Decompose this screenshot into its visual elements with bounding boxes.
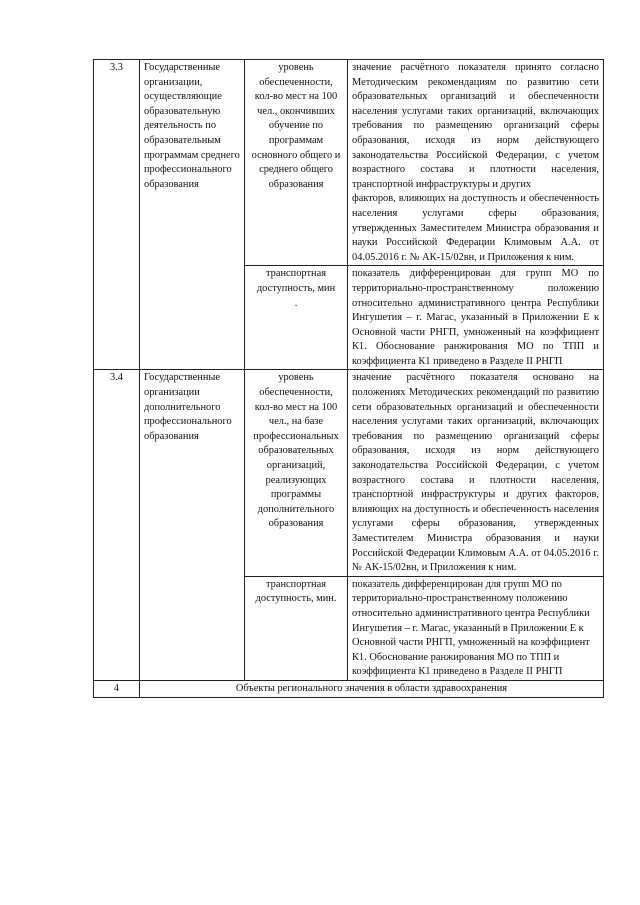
indicator-label (245, 266, 348, 370)
indicator-label-mark: . (294, 297, 298, 309)
indicator-description: значение расчётного показателя основано на положениях Методических рекомендаций по развитию сети образовательных организаций и обеспеченности населения услугами таких организаций, включающих требования по размещению организаций сферы образования, исходя из норм действующего законодательства Российской Федерации, с учетом возрастного состава и плотности населения, транспортной инфраструктуры и других факторов, влияющих на доступность и обеспеченность населения услугами сферы образования, утвержденных Заместителем Министра образования и науки Российской Федерации Климовым А.А. от 04.05.2016 г. № АК-15/02вн, и Приложения к ним. (348, 370, 604, 576)
table-row (94, 60, 604, 266)
indicator-label: транспортная доступность, мин. (245, 576, 348, 680)
table-row (94, 370, 604, 576)
indicator-description: показатель дифференцирован для групп МО по территориально-пространственному положению относительно административного центра Республики Ингушетия – г. Магас, указанный в Приложении Е к Основной части РНГП, умноженный на коэффициент К1. Обоснование ранжирования МО по ТПП и коэффициента К1 приведено в Разделе II РНГП (348, 576, 604, 680)
section-number: 4 (94, 680, 140, 697)
indicator-description (348, 60, 604, 266)
section-header-row (94, 680, 604, 697)
row-number: 3.4 (94, 370, 140, 680)
description-part: значение расчётного показателя принято согласно Методическим рекомендациям по развитию сети образовательных организаций и обеспеченности населения услугами таких организаций, включающих требования по размещению организаций сферы образования, исходя из норм действующего законодательства Российской Федерации, с учетом возрастного состава и плотности населения, транспортной инфраструктуры и других (352, 62, 599, 190)
norms-table (93, 59, 604, 698)
description-part: факторов, влияющих на доступность и обеспеченность населения услугами сферы образования, утвержденных Заместителем Министра образования и науки Российской Федерации Климовым А.А. от 04.05.2016 г. № АК-15/02вн, и Приложения к ним. (352, 193, 599, 263)
section-title: Объекты регионального значения в области здравоохранения (140, 680, 604, 697)
indicator-label-text: транспортная доступность, мин (256, 268, 336, 294)
indicator-label: уровень обеспеченности, кол-во мест на 100 чел., на базе профессиональных образовательных организаций, реализующих программы дополнительного образования (245, 370, 348, 576)
object-name: Государственные организации дополнительного профессионального образования (140, 370, 245, 680)
row-number: 3.3 (94, 60, 140, 370)
object-name: Государственные организации, осуществляющие образовательную деятельность по образовательным программам среднего профессионального образования (140, 60, 245, 370)
indicator-description: показатель дифференцирован для групп МО по территориально-пространственному положению относительно административного центра Республики Ингушетия – г. Магас, указанный в Приложении Е к Основной части РНГП, умноженный на коэффициент К1. Обоснование ранжирования МО по ТПП и коэффициента К1 приведено в Разделе II РНГП (348, 266, 604, 370)
indicator-label: уровень обеспеченности, кол-во мест на 100 чел., окончивших обучение по программам основного общего и среднего общего образования (245, 60, 348, 266)
